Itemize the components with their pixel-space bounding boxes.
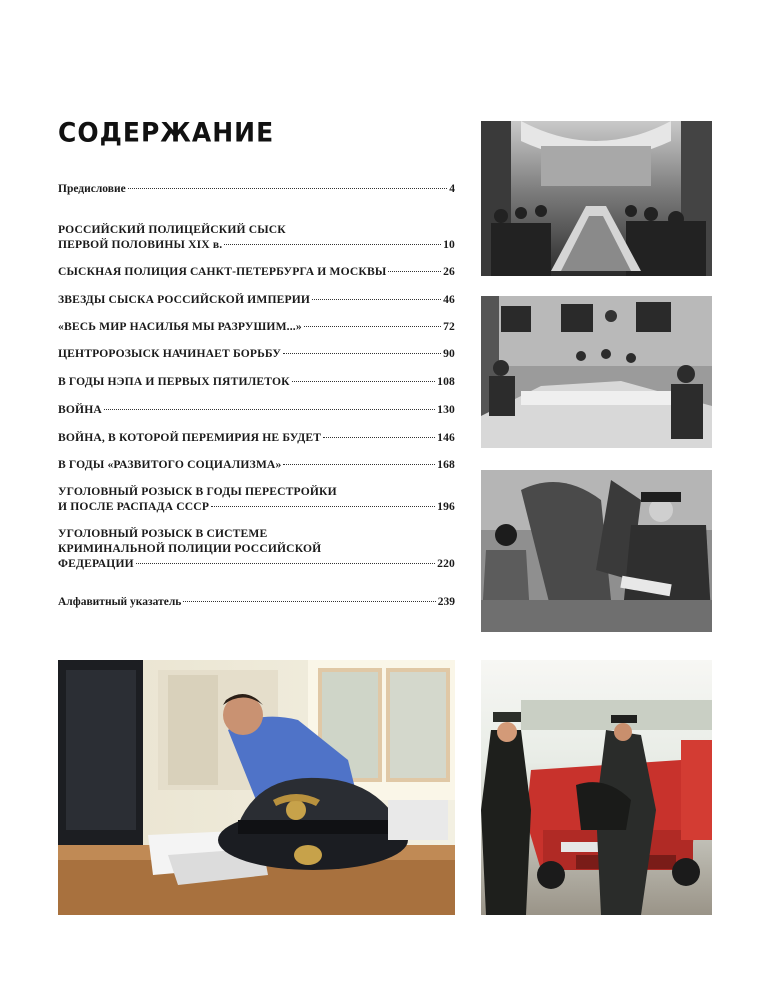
leader-dots [283, 464, 435, 465]
toc-page-number: 108 [437, 375, 455, 388]
leader-dots [388, 271, 441, 272]
photo-car-inspection [481, 660, 712, 915]
toc-entry-title: ЦЕНТРОРОЗЫСК НАЧИНАЕТ БОРЬБУ [58, 347, 281, 360]
leader-dots [136, 563, 435, 564]
toc-page-number: 196 [437, 500, 455, 513]
toc-entry-title: И ПОСЛЕ РАСПАДА СССР [58, 500, 210, 513]
leader-dots [292, 381, 435, 382]
toc-entry-title: В ГОДЫ «РАЗВИТОГО СОЦИАЛИЗМА» [58, 458, 282, 471]
toc-entry-title: УГОЛОВНЫЙ РОЗЫСК В СИСТЕМЕ [58, 527, 268, 540]
toc-page-number: 26 [443, 265, 455, 278]
leader-dots [128, 188, 448, 189]
toc-page-number: 72 [443, 320, 455, 333]
toc-entry-index[interactable] [58, 595, 455, 610]
toc-entry-chapter-7[interactable] [58, 402, 455, 417]
toc-entry-chapter-10[interactable] [58, 484, 455, 514]
toc-entry-title: Алфавитный указатель [58, 596, 182, 608]
toc-page-number: 46 [443, 293, 455, 306]
toc-entry-title: ВОЙНА, В КОТОРОЙ ПЕРЕМИРИЯ НЕ БУДЕТ [58, 431, 322, 444]
toc-entry-chapter-6[interactable] [58, 374, 455, 389]
toc-page-number: 168 [437, 458, 455, 471]
toc-entry-title: СЫСКНАЯ ПОЛИЦИЯ САНКТ-ПЕТЕРБУРГА И МОСКВЫ [58, 265, 387, 278]
toc-entry-title: ПЕРВОЙ ПОЛОВИНЫ XIX в. [58, 238, 223, 251]
leader-dots [183, 601, 435, 602]
toc-page-number: 10 [443, 238, 455, 251]
toc-entry-title: ЗВЕЗДЫ СЫСКА РОССИЙСКОЙ ИМПЕРИИ [58, 293, 311, 306]
toc-entry-chapter-5[interactable] [58, 346, 455, 361]
photo-officers-inspection [481, 470, 712, 632]
toc-entry-title: «ВЕСЬ МИР НАСИЛЬЯ МЫ РАЗРУШИМ...» [58, 320, 302, 333]
toc-entry-chapter-2[interactable] [58, 264, 455, 279]
toc-entry-title: УГОЛОВНЫЙ РОЗЫСК В ГОДЫ ПЕРЕСТРОЙКИ [58, 485, 337, 498]
toc-entry-title: РОССИЙСКИЙ ПОЛИЦЕЙСКИЙ СЫСК [58, 223, 286, 236]
toc-entry-chapter-9[interactable] [58, 457, 455, 472]
toc-entry-title: ВОЙНА [58, 403, 102, 416]
leader-dots [211, 506, 435, 507]
toc-entry-chapter-8[interactable] [58, 430, 455, 445]
photo-archive-meeting-hall [481, 121, 712, 276]
leader-dots [304, 326, 441, 327]
toc-page-number: 90 [443, 347, 455, 360]
page-title: СОДЕРЖАНИЕ [58, 117, 275, 148]
photo-archive-office-meeting [481, 296, 712, 448]
photo-police-desk-cap [58, 660, 455, 915]
toc-entry-title: ФЕДЕРАЦИИ [58, 557, 134, 570]
toc-entry-chapter-4[interactable] [58, 319, 455, 334]
leader-dots [323, 437, 435, 438]
toc-page-number: 146 [437, 431, 455, 444]
toc-entry-title: В ГОДЫ НЭПА И ПЕРВЫХ ПЯТИЛЕТОК [58, 375, 290, 388]
toc-entry-preface[interactable] [58, 182, 455, 197]
toc-entry-chapter-3[interactable] [58, 292, 455, 307]
toc-page-number: 239 [437, 596, 455, 608]
leader-dots [283, 353, 441, 354]
leader-dots [104, 409, 435, 410]
toc-entry-title: КРИМИНАЛЬНОЙ ПОЛИЦИИ РОССИЙСКОЙ [58, 542, 322, 555]
toc-page-number: 4 [449, 183, 455, 195]
toc-page-number: 130 [437, 403, 455, 416]
toc-entry-chapter-11[interactable] [58, 526, 455, 571]
leader-dots [224, 244, 441, 245]
toc-entry-title: Предисловие [58, 183, 126, 195]
leader-dots [312, 299, 441, 300]
toc-entry-chapter-1[interactable] [58, 222, 455, 252]
toc-page-number: 220 [437, 557, 455, 570]
